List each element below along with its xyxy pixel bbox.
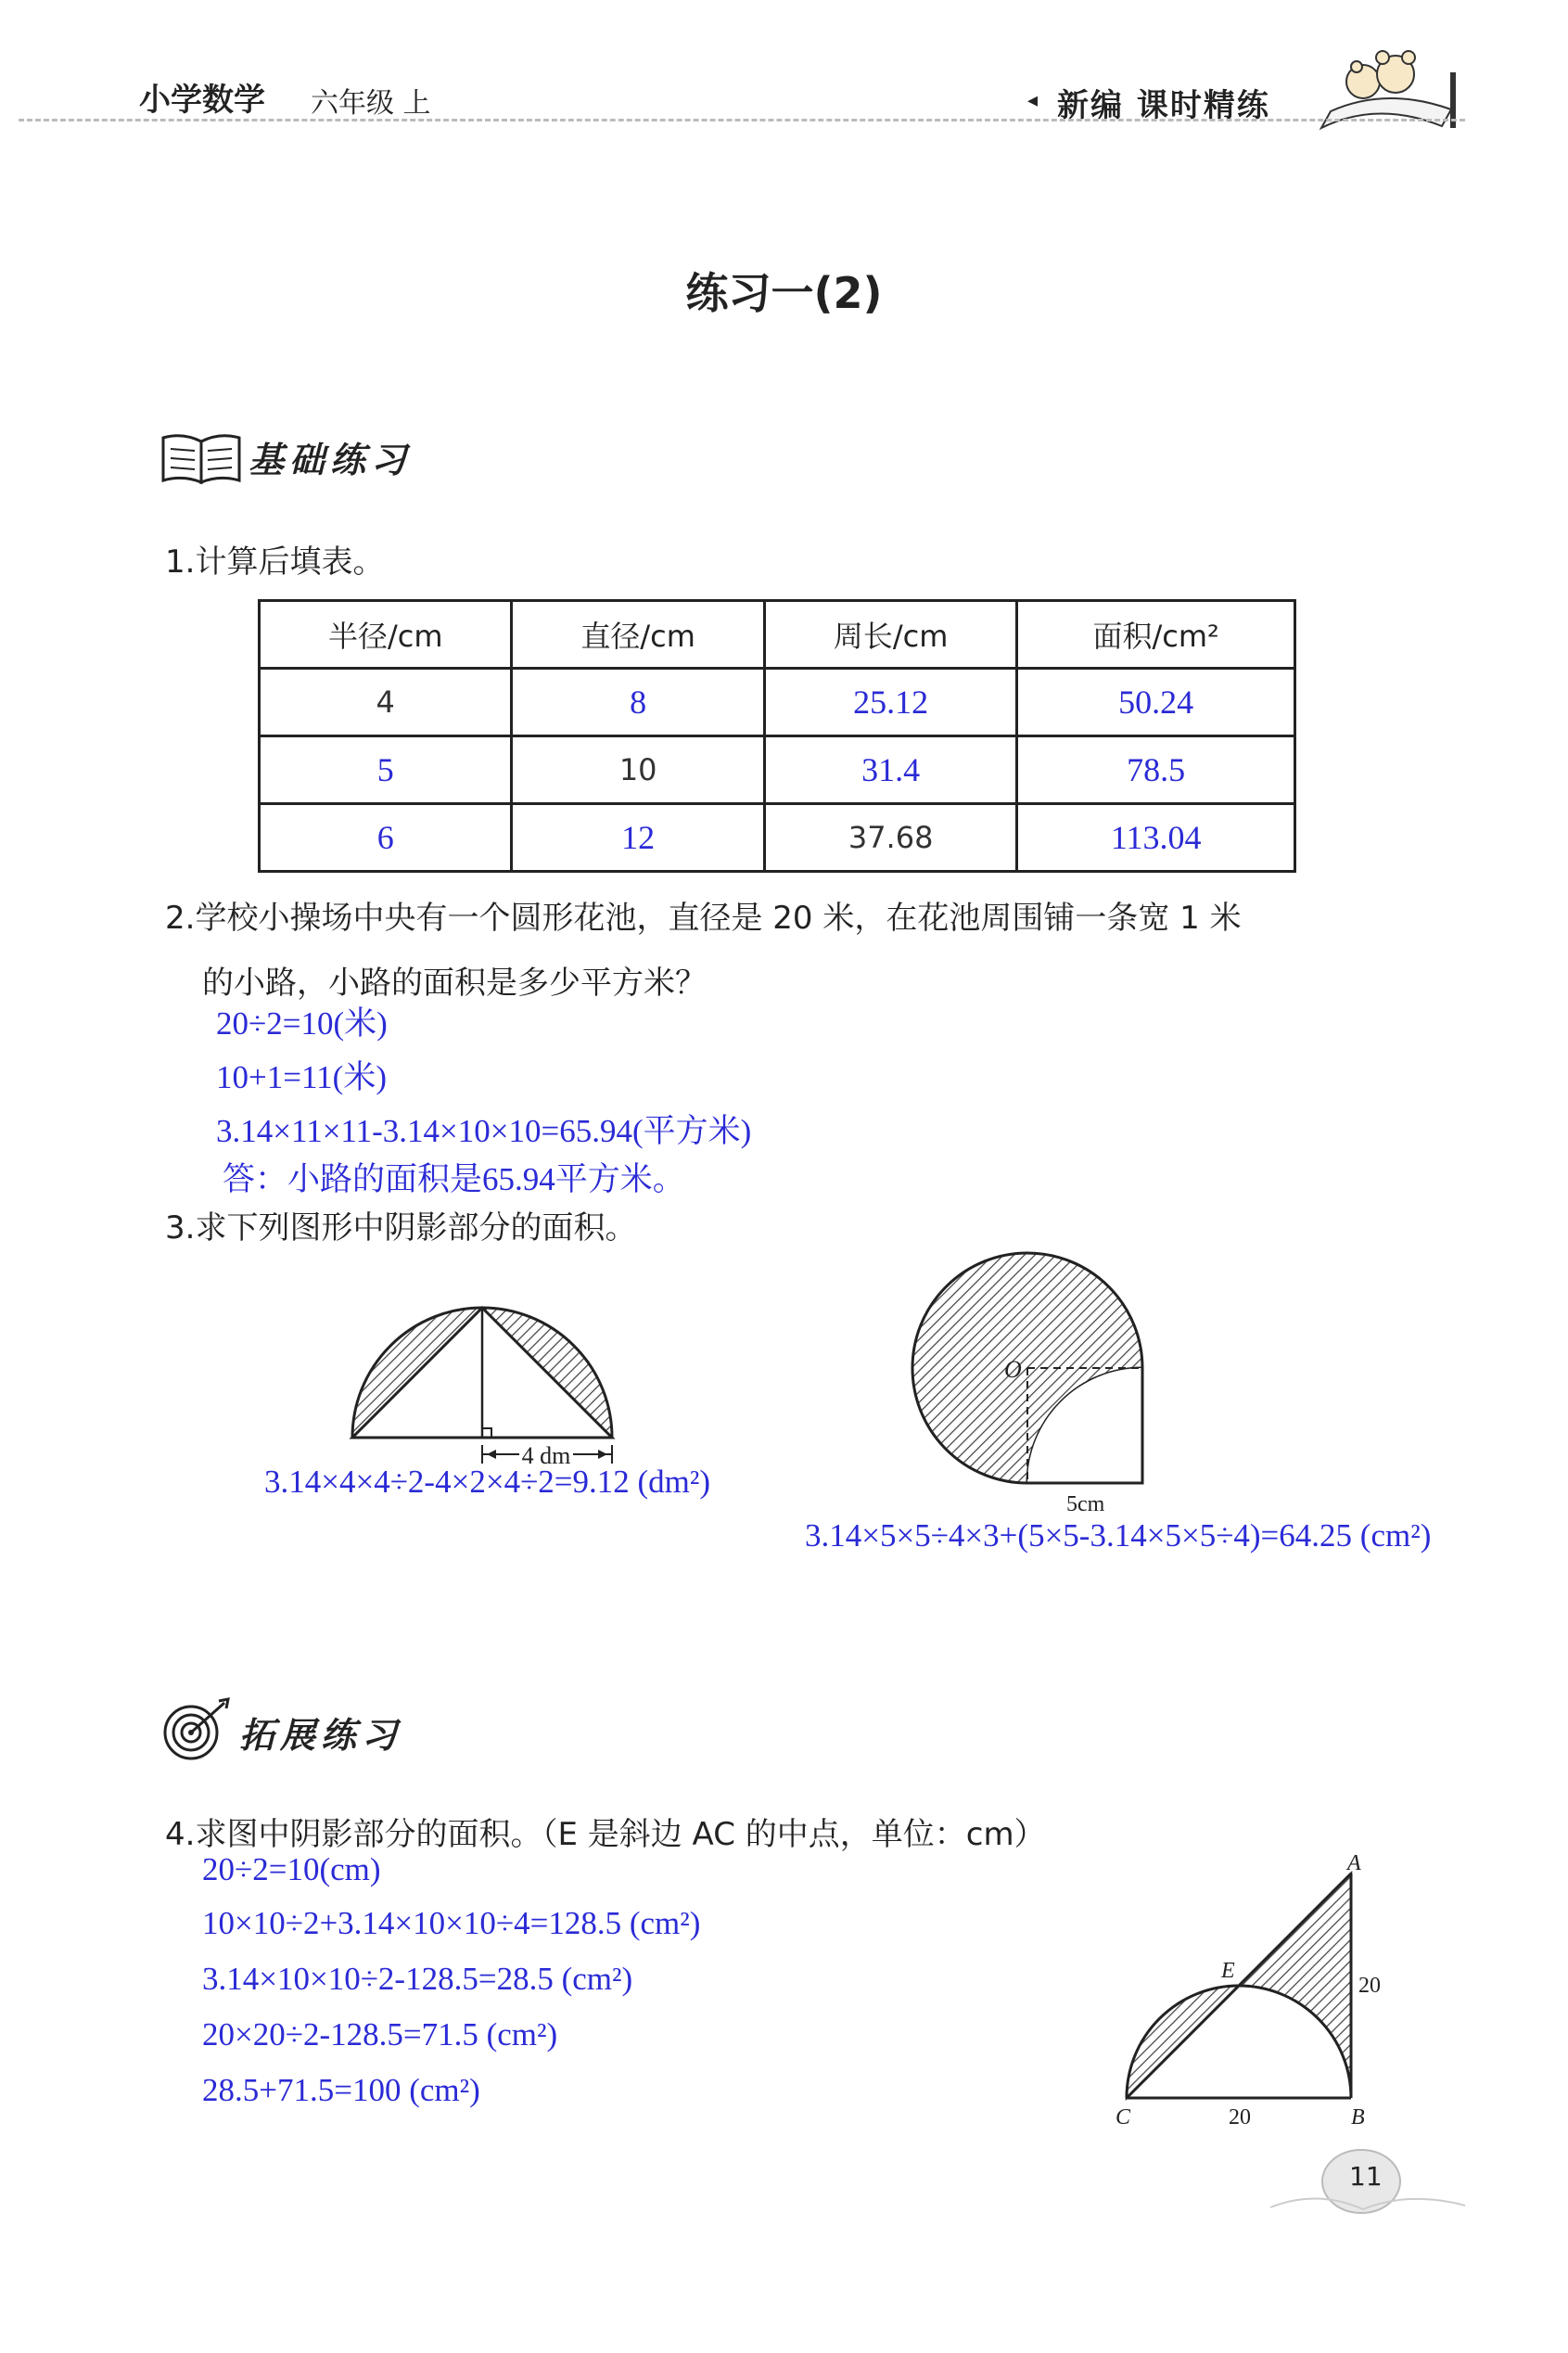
col-diameter: 直径/cm [512,601,764,669]
q2-prompt-line2: 的小路，小路的面积是多少平方米？ [202,965,707,1002]
q2-answer-3: 3.14×11×11-3.14×10×10=65.94(平方米) [216,1113,752,1149]
page-number: 11 [1349,2161,1383,2192]
table-cell: 78.5 [1017,736,1295,804]
section-basic-practice: 基础练习 [249,440,413,480]
q4-answer-3: 3.14×10×10÷2-128.5=28.5 (cm²) [202,1961,633,1997]
col-radius: 半径/cm [260,601,512,669]
q4-label-c: C [1115,2105,1131,2129]
q4-answer-4: 20×20÷2-128.5=71.5 (cm²) [202,2016,558,2052]
col-circumference: 周长/cm [764,601,1016,669]
col-area: 面积/cm² [1017,601,1295,669]
table-cell: 37.68 [764,804,1016,872]
header-grade: 六年级 上 [311,87,431,120]
table-cell: 31.4 [764,736,1016,804]
q4-label-b: B [1351,2105,1365,2129]
book-mascot-icon [1312,45,1460,137]
table-cell: 10 [512,736,764,804]
q4-label-e: E [1221,1959,1235,1983]
q3-fig2-answer: 3.14×5×5÷4×3+(5×5-3.14×5×5÷4)=64.25 (cm²) [805,1517,1432,1554]
q2-answer-2: 10+1=11(米) [216,1059,387,1095]
target-icon [159,1697,234,1762]
table-cell: 4 [260,669,512,736]
q3-prompt: 3.求下列图形中阴影部分的面积。 [165,1209,637,1247]
table-cell: 6 [260,804,512,872]
header-divider [19,119,1465,121]
q3-fig1-answer: 3.14×4×4÷2-4×2×4÷2=9.12 (dm²) [264,1464,711,1500]
table-header-row [260,601,1295,669]
q3-figure-circle [904,1238,1164,1516]
q4-answer-5: 28.5+71.5=100 (cm²) [202,2072,480,2108]
table-row [260,669,1295,736]
header-subject: 小学数学 [139,82,265,119]
q4-label-side-ab: 20 [1358,1974,1381,1998]
q4-label-a: A [1347,1851,1361,1875]
q4-answer-2: 10×10÷2+3.14×10×10÷4=128.5 (cm²) [202,1905,701,1941]
header-arrow-icon: ◂ [1027,89,1039,112]
q4-answer-1: 20÷2=10(cm) [202,1851,381,1887]
q2-answer-1: 20÷2=10(米) [216,1005,388,1042]
q3-fig1-label: 4 dm [521,1442,571,1465]
q2-answer-4: 答：小路的面积是65.94平方米。 [223,1161,685,1197]
q3-fig2-center: O [1004,1356,1022,1383]
q1-prompt: 1.计算后填表。 [165,543,385,581]
q3-fig2-label: 5cm [1066,1492,1105,1516]
q4-label-side-cb: 20 [1229,2105,1251,2129]
q4-prompt: 4.求图中阴影部分的面积。（E 是斜边 AC 的中点，单位：cm） [165,1816,1046,1853]
section-extended-practice: 拓展练习 [239,1715,403,1756]
table-cell: 113.04 [1017,804,1295,872]
q4-figure-triangle [1108,1846,1414,2152]
page-title: 练习一(2) [685,268,883,318]
table-cell: 12 [512,804,764,872]
open-book-icon [159,428,243,486]
table-cell: 50.24 [1017,669,1295,736]
table-cell: 8 [512,669,764,736]
q3-figure-semicircle [343,1252,640,1465]
table-cell: 5 [260,736,512,804]
q2-prompt-line1: 2.学校小操场中央有一个圆形花池，直径是 20 米，在花池周围铺一条宽 1 米 [165,900,1242,937]
circle-table [258,599,1296,873]
table-cell: 25.12 [764,669,1016,736]
table-row [260,804,1295,872]
table-row [260,736,1295,804]
header-series: 新编 课时精练 [1057,87,1270,124]
